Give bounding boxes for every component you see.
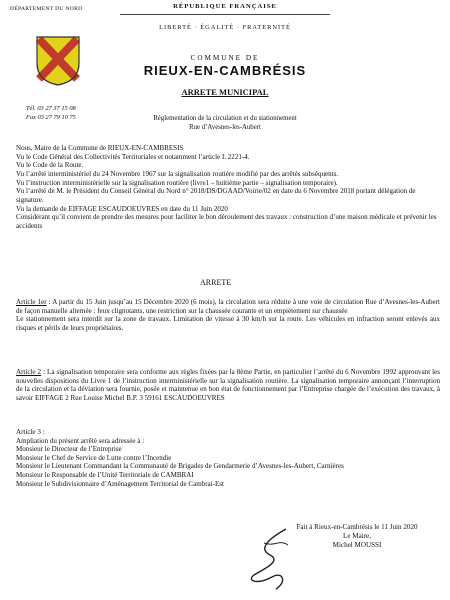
recipient-item: Monsieur le Directeur de l’Entreprise [16, 445, 122, 454]
signature-block [282, 523, 432, 550]
commune-prefix: COMMUNE DE [190, 54, 260, 62]
contact-block [26, 104, 76, 122]
article-3-intro: Ampliation du présent arrêté sera adressée à : [16, 436, 145, 445]
preamble-line: Vu l’instruction interministérielle sur la signalisation routière (livre1 – huitième partie – signalisation temporaire). [16, 178, 338, 187]
subject-block [120, 114, 330, 132]
phone-number: Tél. 03 27 37 15 08 [26, 105, 76, 112]
preamble [16, 144, 440, 231]
recipient-item: Monsieur le Chef de Service de Lutte contre l’Incendie [16, 453, 172, 462]
preamble-line: Vu l’arrêté interministériel du 24 Novembre 1967 sur la signalisation routière modifié par des arrêtés subséquents. [16, 169, 339, 178]
article-3-label: Article 3 : [16, 428, 45, 436]
coat-of-arms-icon [35, 35, 81, 87]
preamble-line: Considérant qu’il convient de prendre des mesures pour faciliter le bon déroulement des travaux : construction d’une maison médicale et prévenir les accidents [16, 213, 437, 230]
department-label: DÉPARTEMENT DU NORD [10, 6, 83, 12]
article-3 [16, 428, 440, 488]
preamble-line: Vu la demande de EIFFAGE ESCAUDOEUVRES en date du 11 Juin 2020 [16, 204, 228, 213]
preamble-line: Vu le Code Général des Collectivités Territoriales et notamment l’article L 2221-4. [16, 152, 250, 161]
article-1-text-2: Le stationnement sera interdit sur la zone de travaux. Limitation de vitesse à 30 km/h sur la route. Les véhicules en infraction seront enlevés aux risques et périls de leurs propriétaires. [16, 315, 440, 332]
place-and-date: Fait à Rieux-en-Cambrésis le 11 Juin 2020 [296, 523, 418, 531]
preamble-line: Nous, Maire de la Commune de RIEUX-EN-CAMBRESIS [16, 144, 184, 152]
article-2-label: Article 2 [16, 368, 42, 376]
document-title: ARRETE MUNICIPAL [181, 87, 269, 97]
article-2-text: : La signalisation temporaire sera conforme aux règles fixées par la 8ème Partie, en particulier l’arrêté du 6 Novembre 1992 approuvant les nouvelles dispositions du Livre 1 de l’instruction interministérielle sur la signalisation routière. La signalisation temporaire annonçant l’interruption de la circulation et la déviation sera fournie, posée et maintenue en bon état de fonctionnement par l’Entreprise chargée de l’exécution des travaux, à savoir EIFFAGE 2 Rue Louise Michel B.P. 3 59161 ESCAUDOEUVRES [16, 368, 441, 402]
signatory-role: Le Maire, [343, 532, 371, 540]
preamble-line: Vu le Code de la Route. [16, 161, 84, 170]
article-2 [16, 368, 440, 402]
republic-label: RÉPUBLIQUE FRANÇAISE [173, 3, 277, 10]
article-1-label: Article 1er [16, 298, 47, 306]
subject-line: Réglementation de la circulation et du stationnement [153, 115, 297, 122]
fax-number: Fax 03 27 79 10 75 [26, 114, 76, 121]
article-1-text: : A partir du 15 Juin jusqu’au 15 Décembre 2020 (6 mois), la circulation sera réduite à une voie de circulation Rue d’Avesnes-les-Aubert de façon manuelle alternée : feux clignotants, une restriction sur la chaussée courante et un empiètement sur chaussée [16, 298, 440, 315]
commune-name: RIEUX-EN-CAMBRÉSIS [143, 63, 307, 78]
article-1 [16, 298, 440, 332]
recipient-item: Monsieur le Lieutenant Commandant la Communauté de Brigades de Gendarmerie d’Avesnes-les-Aubert, Carnières [16, 462, 344, 471]
header-divider [120, 14, 330, 15]
motto: LIBERTÉ · ÉGALITÉ · FRATERNITÉ [159, 24, 291, 31]
signatory-name: Michel MOUSSI [332, 541, 382, 549]
recipient-item: Monsieur le Subdivisionnaire d’Aménagement Territorial de Cambrai-Est [16, 479, 224, 488]
preamble-line: Vu l’arrêté de M. le Président du Conseil Général du Nord n° 2018/DS/DGAAD/Voirie/02 en date du 6 Novembre 2018 portant délégation de signature. [16, 187, 416, 204]
decision-heading: ARRETE [200, 278, 232, 287]
subject-street: Rue d’Avesnes-les-Aubert [189, 124, 261, 131]
recipient-item: Monsieur le Responsable de l’Unité Territoriale de CAMBRAI [16, 470, 194, 479]
